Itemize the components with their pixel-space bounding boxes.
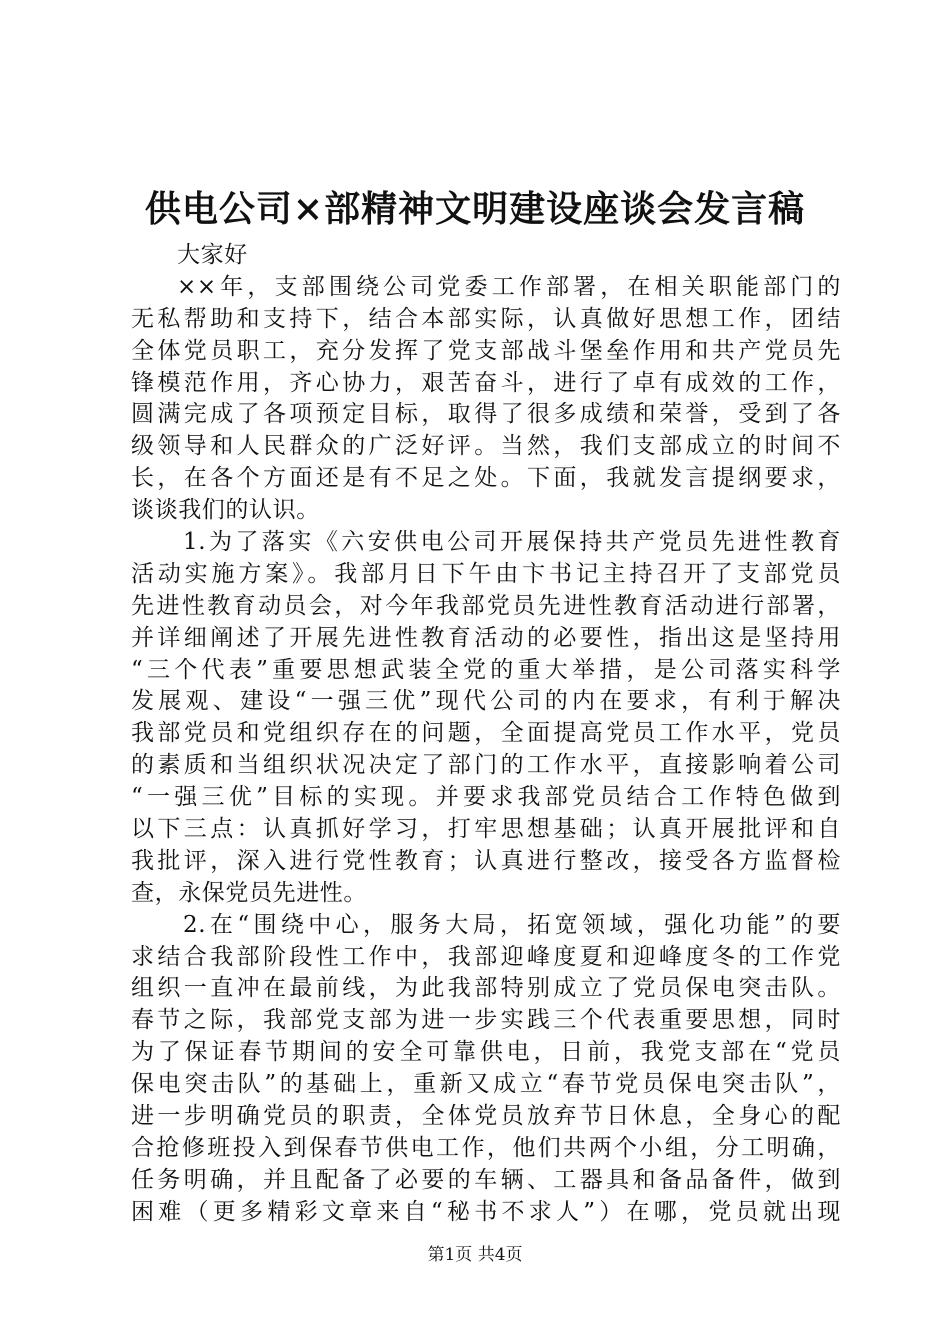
paragraph-1-line: 谈谈我们的认识。 bbox=[131, 497, 320, 524]
paragraph-2-line: 1.为了落实《六安供电公司开展保持共产党员先进性教育 bbox=[183, 529, 841, 556]
paragraph-3-line: 2.在“围绕中心，服务大局，拓宽领域，强化功能”的要 bbox=[183, 911, 841, 938]
paragraph-1-line: 长，在各个方面还是有不足之处。下面，我就发言提纲要求， bbox=[131, 465, 841, 492]
paragraph-2-line: 查，永保党员先进性。 bbox=[131, 879, 367, 906]
paragraph-2-line: “三个代表”重要思想武装全党的重大举措，是公司落实科学 bbox=[131, 656, 841, 683]
paragraph-2-line: 先进性教育动员会，对今年我部党员先进性教育活动进行部署， bbox=[131, 592, 841, 619]
document-body bbox=[131, 240, 841, 1229]
paragraph-2-line: 并详细阐述了开展先进性教育活动的必要性，指出这是坚持用 bbox=[131, 624, 841, 651]
paragraph-1-line: 全体党员职工，充分发挥了党支部战斗堡垒作用和共产党员先 bbox=[131, 337, 841, 364]
paragraph-3-line: 春节之际，我部党支部为进一步实践三个代表重要思想，同时 bbox=[131, 1007, 841, 1034]
paragraph-3-line: 进一步明确党员的职责，全体党员放弃节日休息，全身心的配 bbox=[131, 1103, 841, 1130]
paragraph-3-line: 合抢修班投入到保春节供电工作，他们共两个小组，分工明确， bbox=[131, 1134, 841, 1161]
paragraph-3-line: 组织一直冲在最前线，为此我部特别成立了党员保电突击队。 bbox=[131, 975, 841, 1002]
paragraph-1-line: 无私帮助和支持下，结合本部实际，认真做好思想工作，团结 bbox=[131, 305, 841, 332]
paragraph-3-line: 保电突击队”的基础上，重新又成立“春节党员保电突击队”， bbox=[131, 1071, 841, 1098]
paragraph-2-line: 发展观、建设“一强三优”现代公司的内在要求，有利于解决 bbox=[131, 688, 841, 715]
greeting-line: 大家好 bbox=[177, 242, 248, 268]
paragraph-2-line: “一强三优”目标的实现。并要求我部党员结合工作特色做到 bbox=[131, 784, 841, 811]
document-title: 供电公司×部精神文明建设座谈会发言稿 bbox=[144, 188, 806, 230]
page-number-footer: 第1页 共4页 bbox=[427, 1245, 523, 1265]
paragraph-3-line: 求结合我部阶段性工作中，我部迎峰度夏和迎峰度冬的工作党 bbox=[131, 943, 841, 970]
paragraph-2-line: 的素质和当组织状况决定了部门的工作水平，直接影响着公司 bbox=[131, 752, 841, 779]
paragraph-1-line: 锋模范作用，齐心协力，艰苦奋斗，进行了卓有成效的工作， bbox=[131, 369, 841, 396]
paragraph-2-line: 以下三点：认真抓好学习，打牢思想基础；认真开展批评和自 bbox=[131, 816, 841, 843]
paragraph-3-line: 任务明确，并且配备了必要的车辆、工器具和备品备件，做到 bbox=[131, 1166, 841, 1193]
paragraph-1-line: ××年，支部围绕公司党委工作部署，在相关职能部门的 bbox=[177, 273, 841, 300]
paragraph-2-line: 我部党员和党组织存在的问题，全面提高党员工作水平，党员 bbox=[131, 720, 841, 747]
paragraph-3-line: 为了保证春节期间的安全可靠供电，日前，我党支部在“党员 bbox=[131, 1039, 841, 1066]
paragraph-1-line: 级领导和人民群众的广泛好评。当然，我们支部成立的时间不 bbox=[131, 433, 841, 460]
paragraph-1-line: 圆满完成了各项预定目标，取得了很多成绩和荣誉，受到了各 bbox=[131, 401, 841, 428]
paragraph-2-line: 活动实施方案》。我部月日下午由卞书记主持召开了支部党员 bbox=[131, 560, 841, 587]
paragraph-3-line: 困难（更多精彩文章来自“秘书不求人”）在哪，党员就出现 bbox=[131, 1198, 841, 1225]
paragraph-2-line: 我批评，深入进行党性教育；认真进行整改，接受各方监督检 bbox=[131, 847, 841, 874]
